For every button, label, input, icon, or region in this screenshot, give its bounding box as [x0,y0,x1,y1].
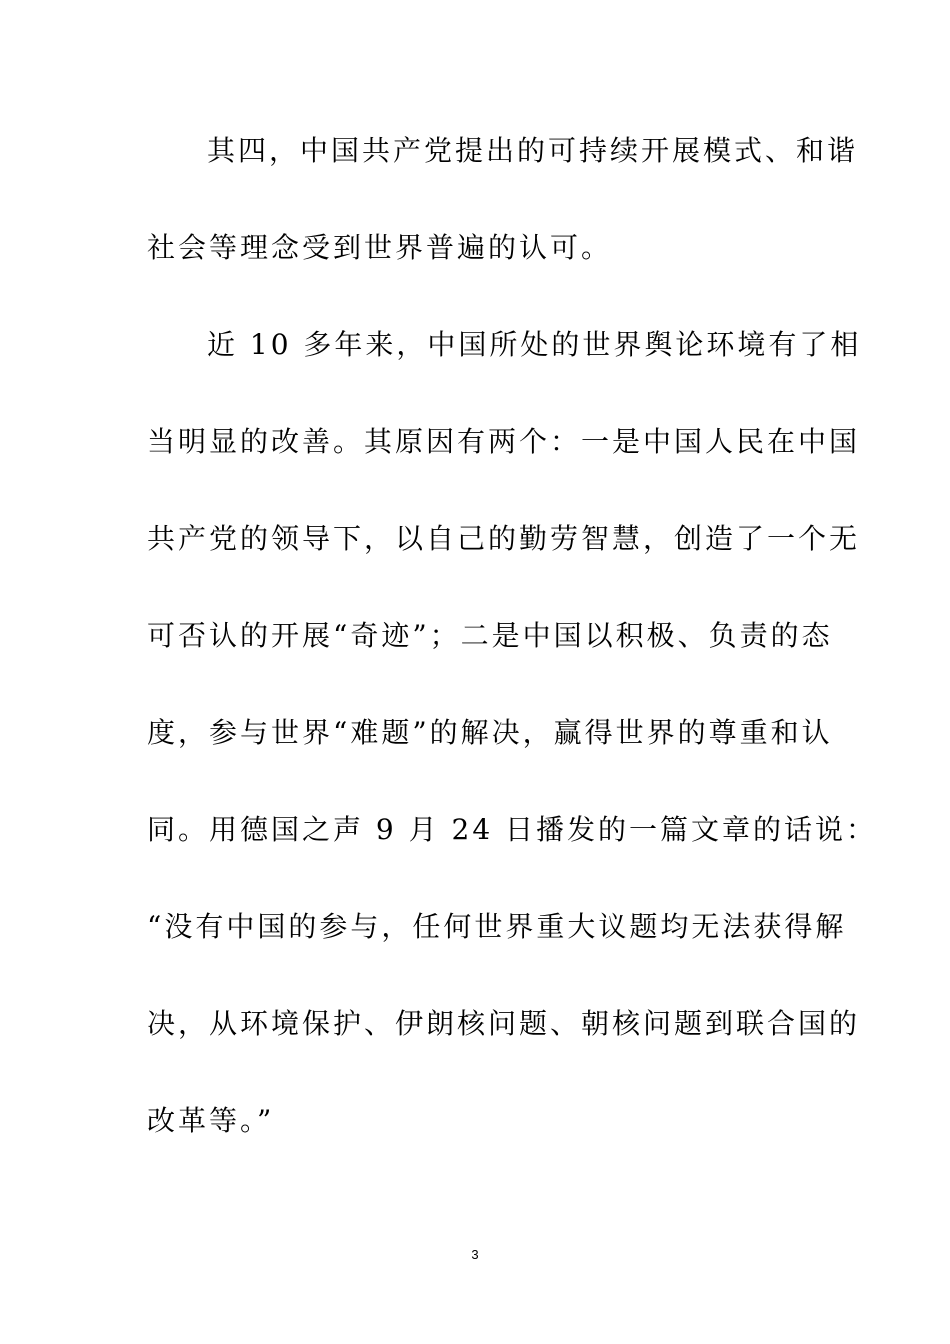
paragraph-2-line-2: 当明显的改善。其原因有两个：一是中国人民在中国 [147,425,861,458]
paragraph-2-line-5: 度，参与世界“难题”的解决，赢得世界的尊重和认 [147,716,833,749]
paragraph-2-line-8: 决，从环境保护、伊朗核问题、朝核问题到联合国的 [147,1007,861,1040]
paragraph-2-line-9: 改革等。” [147,1104,275,1137]
body-text [147,121,878,1188]
paragraph-2-line-1: 近 10 多年来，中国所处的世界舆论环境有了相 [207,328,862,361]
paragraph-2-line-6: 同。用德国之声 9 月 24 日播发的一篇文章的话说： [147,813,878,846]
paragraph-1-line-2: 社会等理念受到世界普遍的认可。 [147,231,613,264]
paragraph-2-line-3: 共产党的领导下，以自己的勤劳智慧，创造了一个无 [147,522,861,555]
paragraph-2-line-4: 可否认的开展“奇迹”；二是中国以积极、负责的态 [147,619,833,652]
paragraph-1-line-1: 其四，中国共产党提出的可持续开展模式、和谐 [207,134,859,167]
paragraph-2-line-7: “没有中国的参与，任何世界重大议题均无法获得解 [147,910,847,943]
page-number: 3 [471,1247,479,1262]
